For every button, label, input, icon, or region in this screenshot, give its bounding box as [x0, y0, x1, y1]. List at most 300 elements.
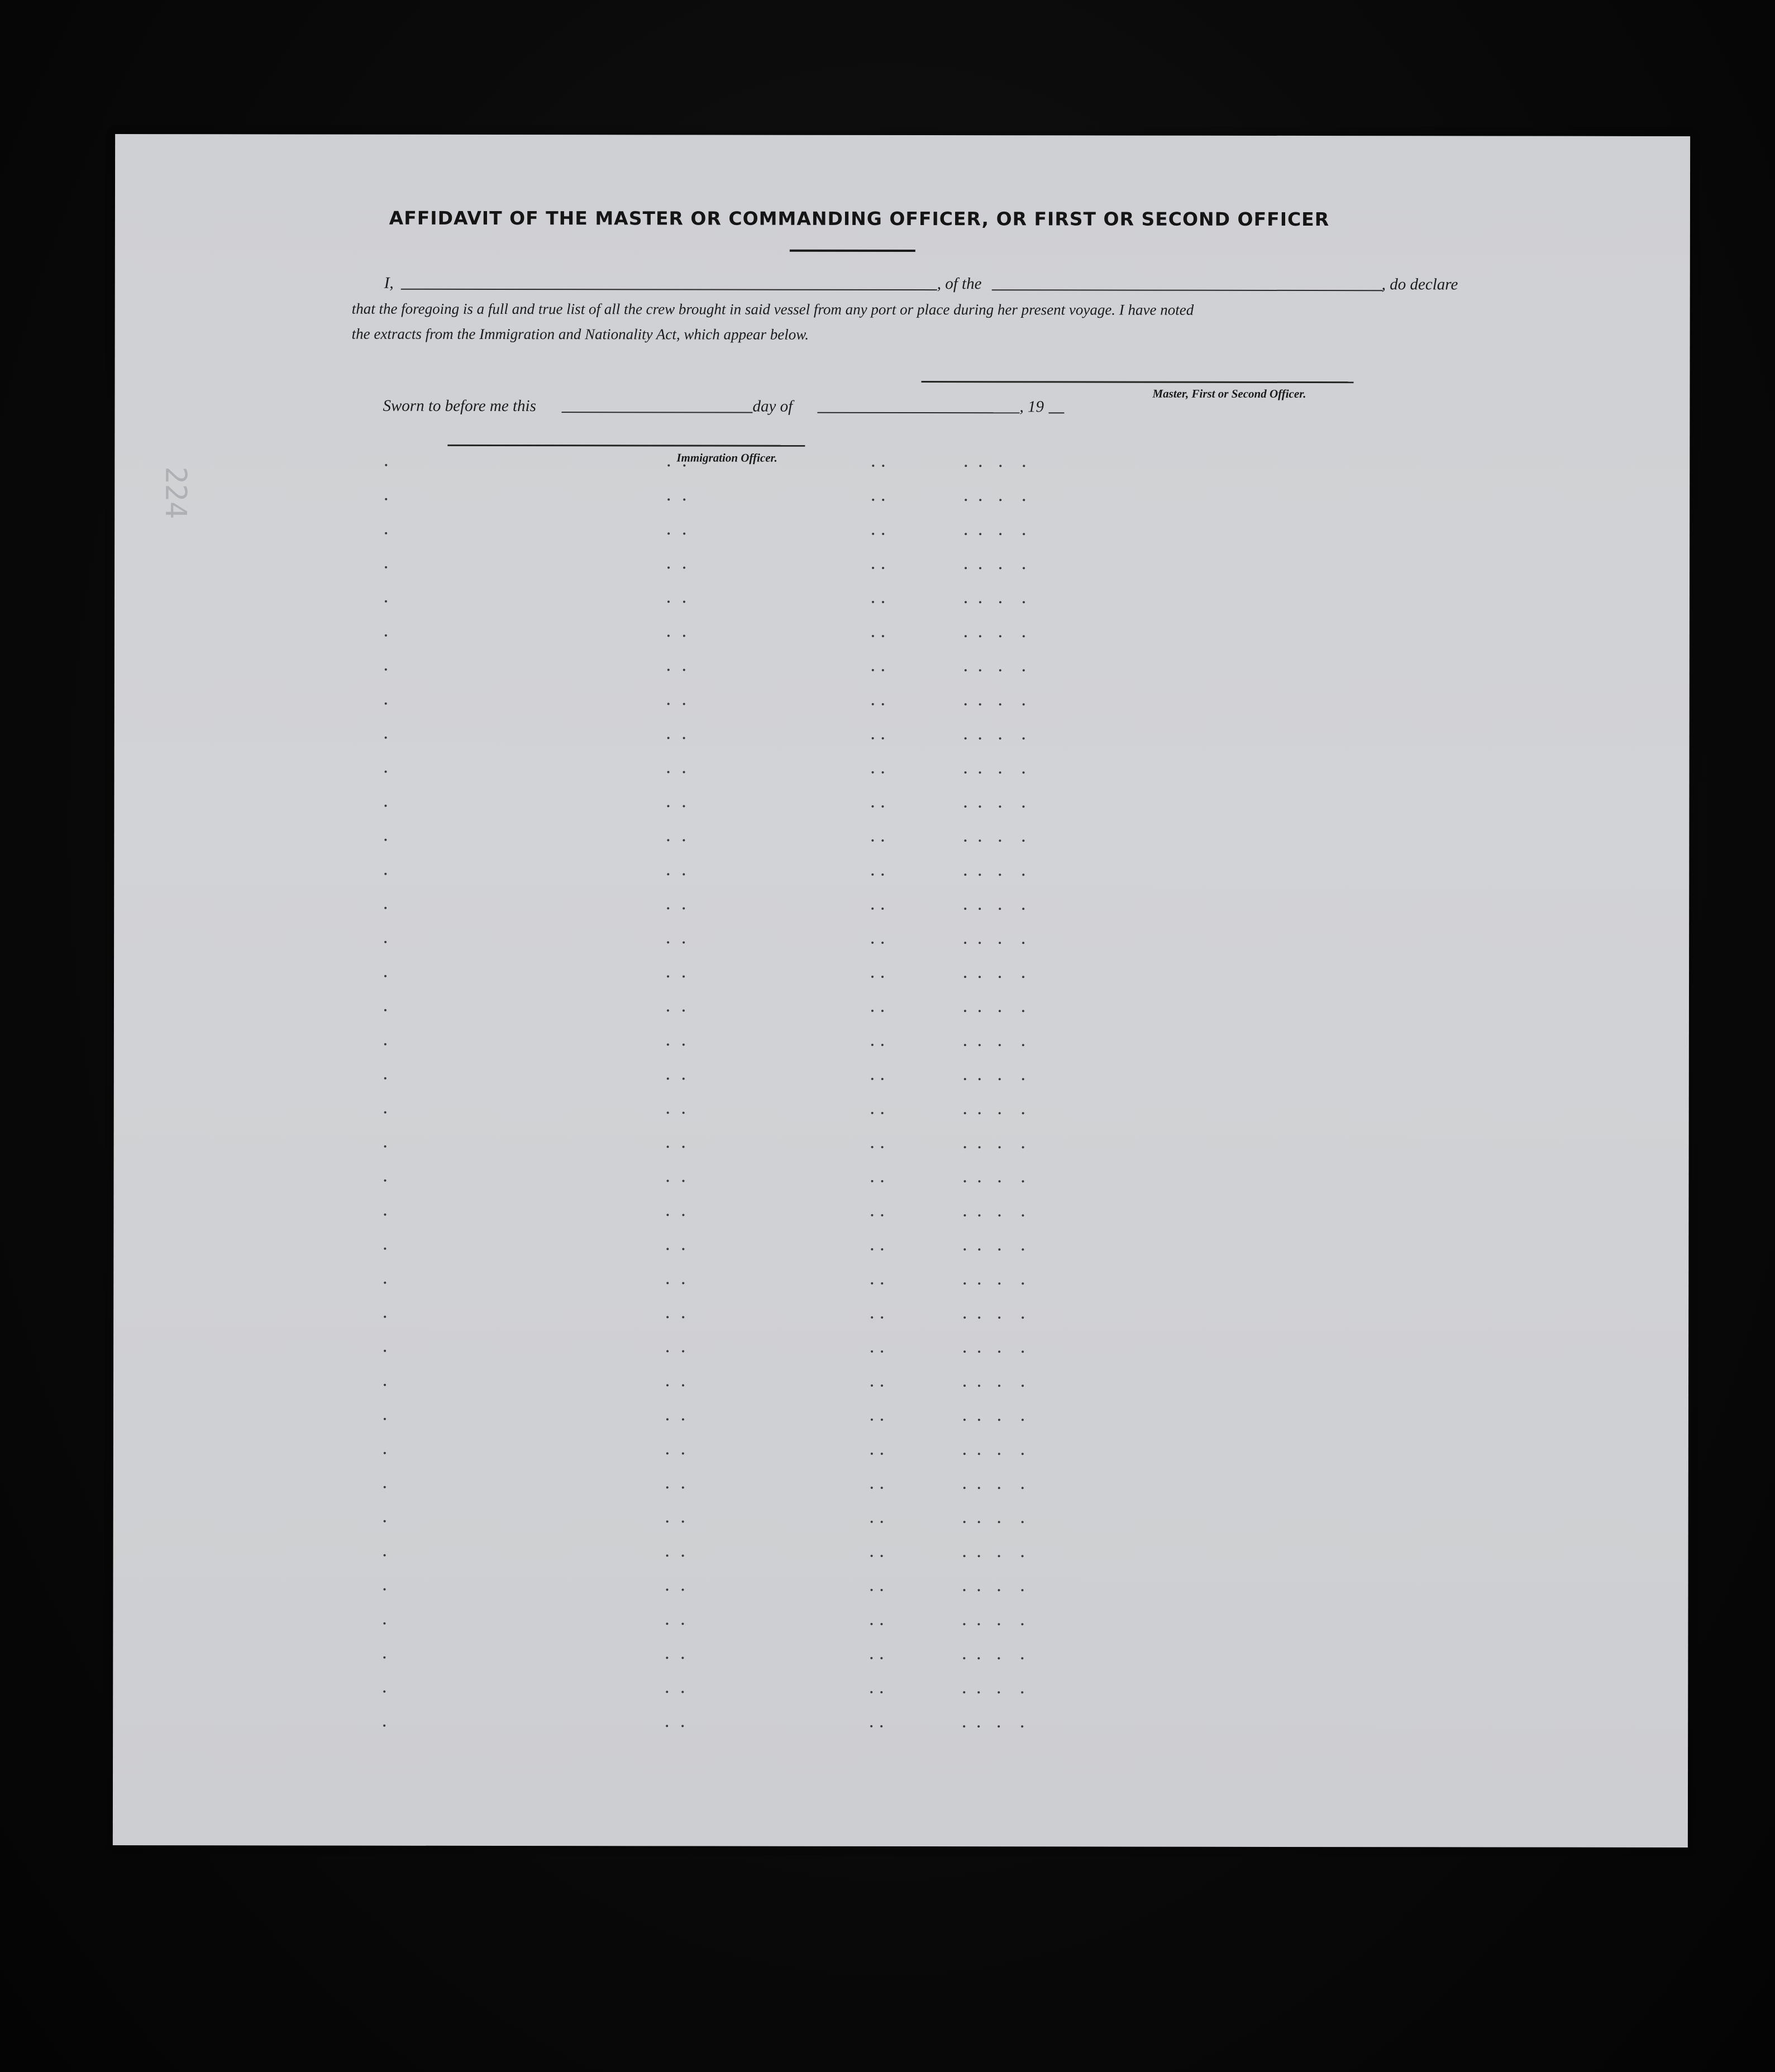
- guide-dot: [384, 975, 387, 977]
- guide-dot: [871, 1350, 873, 1353]
- guide-dot: [963, 1555, 966, 1557]
- guide-dot: [667, 532, 670, 534]
- guide-dot: [964, 1044, 966, 1046]
- declaration-prefix: I,: [384, 274, 394, 292]
- guide-dot: [882, 635, 884, 637]
- guide-dot: [666, 1622, 668, 1625]
- guide-dot: [978, 1248, 980, 1250]
- guide-dot: [666, 1316, 669, 1318]
- guide-dot: [384, 941, 387, 943]
- officer-name-field[interactable]: [401, 289, 937, 290]
- guide-dot: [384, 1486, 386, 1488]
- guide-dot: [384, 1077, 387, 1080]
- guide-dot: [881, 942, 884, 944]
- guide-dot: [871, 908, 874, 910]
- guide-dot: [383, 1656, 385, 1659]
- guide-dot: [964, 1078, 966, 1080]
- guide-dot: [683, 941, 685, 943]
- guide-dot: [384, 1520, 386, 1522]
- guide-dot: [979, 465, 981, 467]
- guide-dot: [681, 1622, 684, 1625]
- guide-dot: [964, 839, 966, 842]
- guide-dot: [1021, 1691, 1023, 1693]
- guide-dot: [872, 771, 874, 774]
- guide-dot: [683, 566, 685, 569]
- guide-dot: [881, 1453, 883, 1455]
- guide-dot: [683, 1145, 685, 1148]
- guide-dot: [998, 1316, 1000, 1319]
- guide-dot: [978, 1384, 980, 1387]
- guide-dot: [999, 1078, 1001, 1080]
- guide-dot: [667, 1145, 669, 1148]
- guide-dot: [979, 737, 981, 739]
- guide-dot: [881, 1282, 883, 1285]
- guide-dot: [667, 1043, 669, 1045]
- guide-dot: [978, 1350, 980, 1353]
- guide-dot: [683, 1111, 685, 1114]
- guide-dot: [385, 634, 387, 637]
- guide-dot: [882, 567, 884, 569]
- guide-dot: [999, 601, 1001, 603]
- guide-dot: [384, 805, 387, 807]
- guide-dot: [682, 1316, 684, 1318]
- guide-dot: [384, 1554, 386, 1557]
- guide-dot: [667, 737, 670, 739]
- guide-dot: [978, 1555, 980, 1557]
- guide-dot: [964, 942, 966, 944]
- guide-dot: [965, 771, 967, 774]
- guide-dot: [1022, 1453, 1024, 1455]
- guide-dot: [683, 839, 685, 841]
- guide-dot: [383, 1725, 385, 1727]
- guide-dot: [979, 839, 981, 842]
- guide-dot: [998, 1487, 1000, 1489]
- guide-dot: [872, 533, 874, 535]
- guide-dot: [871, 1487, 873, 1489]
- guide-dot: [963, 1487, 966, 1489]
- guide-dot: [1022, 1282, 1024, 1285]
- guide-dot: [872, 465, 874, 467]
- immigration-officer-label: Immigration Officer.: [676, 451, 777, 465]
- margin-number: 224: [159, 466, 193, 519]
- guide-dot: [999, 908, 1001, 910]
- guide-dot: [872, 635, 874, 637]
- guide-dot: [999, 499, 1001, 501]
- guide-dot: [979, 805, 981, 808]
- guide-dot: [979, 771, 981, 774]
- guide-dot: [963, 1453, 966, 1455]
- affidavit-page: [113, 134, 1690, 1847]
- guide-dot: [1022, 873, 1024, 876]
- guide-dot: [682, 1350, 684, 1352]
- guide-dot: [682, 1520, 684, 1522]
- guide-dot: [963, 1725, 965, 1727]
- guide-dot: [1021, 1623, 1023, 1625]
- guide-dot: [667, 1077, 669, 1080]
- guide-dot: [999, 771, 1001, 774]
- page-title: AFFIDAVIT OF THE MASTER OR COMMANDING OFFICER, OR FIRST OR SECOND OFFICER: [389, 207, 1330, 231]
- guide-dot: [964, 908, 966, 910]
- guide-dot: [1021, 1589, 1023, 1591]
- guide-dot: [880, 1657, 882, 1659]
- guide-dot: [881, 1487, 883, 1489]
- guide-dot: [963, 1282, 966, 1285]
- sworn-day-field[interactable]: [561, 412, 752, 413]
- guide-dot: [882, 465, 884, 467]
- guide-dot: [870, 1589, 872, 1591]
- guide-dot: [682, 1486, 684, 1488]
- guide-dot: [881, 1521, 883, 1523]
- guide-dot: [681, 1725, 684, 1727]
- guide-dot: [977, 1691, 980, 1693]
- guide-dot: [871, 1419, 873, 1421]
- guide-dot: [683, 464, 685, 466]
- guide-dot: [977, 1725, 980, 1727]
- guide-dot: [666, 1248, 669, 1250]
- guide-dot: [384, 1180, 387, 1182]
- guide-dot: [979, 1180, 981, 1182]
- guide-dot: [881, 1555, 883, 1557]
- guide-dot: [871, 1555, 873, 1557]
- guide-dot: [979, 601, 981, 603]
- guide-dot: [977, 1589, 980, 1591]
- guide-dot: [963, 1657, 965, 1659]
- guide-dot: [881, 908, 884, 910]
- guide-dot: [871, 1453, 873, 1455]
- guide-dot: [999, 805, 1001, 808]
- guide-dot: [979, 908, 981, 910]
- guide-dot: [384, 839, 387, 841]
- guide-dot: [881, 805, 884, 808]
- guide-dot: [880, 1623, 882, 1625]
- guide-dot: [872, 567, 874, 569]
- guide-dot: [998, 1350, 1000, 1353]
- declaration-line-2: that the foregoing is a full and true list of all the crew brought in said vessel from any port or place during her present voyage. I have noted: [351, 300, 1194, 318]
- guide-dot: [1022, 942, 1024, 944]
- guide-dot: [871, 1248, 873, 1250]
- guide-dot: [979, 873, 981, 876]
- guide-dot: [998, 1453, 1000, 1455]
- guide-dot: [384, 1111, 387, 1114]
- guide-dot: [881, 873, 884, 876]
- guide-dot: [1022, 1350, 1024, 1353]
- guide-dot: [881, 1044, 884, 1046]
- guide-dot: [385, 600, 387, 603]
- guide-dot: [667, 703, 670, 705]
- guide-dot: [977, 1623, 980, 1625]
- guide-dot: [1021, 1725, 1023, 1727]
- guide-dot: [385, 771, 387, 773]
- guide-dot: [871, 1316, 873, 1319]
- vessel-name-field[interactable]: [992, 289, 1383, 291]
- guide-dot: [999, 1146, 1001, 1148]
- guide-dot: [667, 464, 670, 466]
- declaration-line-3: the extracts from the Immigration and Nationality Act, which appear below.: [351, 325, 809, 343]
- guide-dot: [999, 465, 1001, 467]
- guide-dot: [963, 1214, 966, 1216]
- guide-dot: [881, 1214, 883, 1216]
- guide-dot: [979, 976, 981, 978]
- guide-dot: [964, 1010, 966, 1012]
- guide-dot: [383, 1588, 385, 1591]
- guide-dot: [683, 771, 685, 773]
- guide-dot: [979, 703, 981, 705]
- guide-dot: [998, 1725, 1000, 1727]
- guide-dot: [1022, 1146, 1024, 1148]
- guide-dot: [1023, 465, 1025, 467]
- guide-dot: [999, 873, 1001, 876]
- guide-dot: [978, 1419, 980, 1421]
- guide-dot: [871, 1010, 874, 1012]
- guide-dot: [871, 1180, 874, 1182]
- guide-dot: [999, 839, 1001, 842]
- guide-dot: [683, 703, 685, 705]
- guide-dot: [666, 1691, 668, 1693]
- guide-dot: [1022, 976, 1024, 978]
- guide-dot: [683, 975, 685, 977]
- guide-dot: [683, 498, 685, 500]
- guide-dot: [963, 1316, 966, 1319]
- guide-dot: [964, 1112, 966, 1114]
- guide-dot: [666, 1725, 668, 1727]
- guide-dot: [999, 703, 1001, 705]
- guide-dot: [999, 1010, 1001, 1012]
- guide-dot: [1022, 1010, 1024, 1012]
- guide-dot: [667, 600, 670, 603]
- guide-dot: [683, 532, 685, 534]
- guide-dot: [963, 1419, 966, 1421]
- guide-dot: [1023, 635, 1025, 637]
- guide-dot: [871, 1282, 873, 1285]
- guide-dot: [881, 1350, 883, 1353]
- declaration-do-declare: , do declare: [1381, 275, 1458, 294]
- guide-dot: [965, 533, 967, 535]
- guide-dot: [964, 976, 966, 978]
- guide-dot: [683, 907, 685, 909]
- guide-dot: [683, 669, 685, 671]
- guide-dot: [880, 1691, 882, 1693]
- guide-dot: [979, 635, 981, 637]
- guide-dot: [383, 1622, 385, 1625]
- guide-dot: [998, 1419, 1000, 1421]
- guide-dot: [998, 1214, 1000, 1216]
- guide-dot: [667, 1111, 669, 1114]
- guide-dot: [667, 839, 669, 841]
- guide-dot: [683, 1077, 685, 1080]
- guide-dot: [978, 1453, 980, 1455]
- guide-dot: [871, 1384, 873, 1387]
- guide-dot: [1022, 839, 1024, 842]
- guide-dot: [963, 1623, 965, 1625]
- guide-dot: [880, 1725, 882, 1727]
- guide-dot: [667, 1009, 669, 1011]
- guide-dot: [682, 1418, 684, 1420]
- sworn-year-prefix: , 19: [1019, 398, 1044, 416]
- guide-dot: [965, 737, 967, 739]
- guide-dot: [1022, 1487, 1024, 1489]
- master-signature-line[interactable]: [922, 381, 1354, 383]
- guide-dot: [978, 1214, 980, 1216]
- guide-dot: [978, 1282, 980, 1285]
- guide-dot: [979, 533, 981, 535]
- guide-dot: [666, 1214, 669, 1216]
- guide-dot: [999, 1180, 1001, 1182]
- guide-dot: [998, 1555, 1000, 1557]
- guide-dot: [683, 805, 685, 807]
- guide-dot: [384, 907, 387, 909]
- guide-dot: [881, 1316, 883, 1319]
- guide-dot: [978, 1487, 980, 1489]
- guide-dot: [683, 634, 685, 637]
- guide-dot: [871, 1112, 874, 1114]
- guide-dot: [385, 464, 387, 466]
- guide-dot: [666, 1520, 669, 1522]
- guide-dot: [1023, 669, 1025, 671]
- guide-dot: [871, 805, 874, 808]
- guide-dot: [667, 566, 670, 569]
- sworn-year-field[interactable]: [1048, 412, 1064, 413]
- guide-dot: [882, 499, 884, 501]
- guide-dot: [384, 1009, 387, 1011]
- guide-dot: [882, 533, 884, 535]
- guide-dot: [1023, 499, 1025, 501]
- guide-dot: [1022, 1214, 1024, 1216]
- guide-dot: [384, 1452, 386, 1454]
- guide-dot: [882, 737, 884, 739]
- dotted-column-guides: [115, 134, 1690, 136]
- guide-dot: [681, 1588, 684, 1591]
- guide-dot: [1022, 1521, 1024, 1523]
- guide-dot: [385, 498, 387, 500]
- guide-dot: [881, 976, 884, 978]
- guide-dot: [870, 1657, 872, 1659]
- guide-dot: [881, 1180, 884, 1182]
- guide-dot: [681, 1656, 684, 1659]
- guide-dot: [666, 1486, 669, 1488]
- guide-dot: [667, 498, 670, 500]
- guide-dot: [999, 976, 1001, 978]
- guide-dot: [871, 1146, 874, 1148]
- guide-dot: [871, 1214, 873, 1216]
- guide-dot: [964, 805, 966, 808]
- guide-dot: [998, 1384, 1000, 1387]
- guide-dot: [667, 771, 670, 773]
- guide-dot: [667, 669, 670, 671]
- guide-dot: [872, 703, 874, 705]
- guide-dot: [385, 566, 387, 569]
- guide-dot: [384, 1418, 386, 1420]
- guide-dot: [385, 737, 387, 739]
- guide-dot: [683, 600, 685, 603]
- guide-dot: [683, 873, 685, 875]
- sworn-day-of: day of: [752, 397, 793, 416]
- guide-dot: [999, 1112, 1001, 1114]
- guide-dot: [998, 1521, 1000, 1523]
- guide-dot: [666, 1418, 669, 1420]
- guide-dot: [667, 805, 669, 807]
- guide-dot: [998, 1282, 1000, 1285]
- guide-dot: [870, 1623, 872, 1625]
- title-underline: [790, 250, 915, 252]
- guide-dot: [1023, 737, 1025, 739]
- guide-dot: [682, 1384, 684, 1386]
- guide-dot: [682, 1248, 684, 1250]
- guide-dot: [384, 1214, 386, 1216]
- guide-dot: [1021, 1657, 1023, 1659]
- guide-dot: [965, 635, 967, 637]
- declaration-of-the: , of the: [937, 275, 982, 293]
- guide-dot: [979, 1112, 981, 1114]
- guide-dot: [1022, 1112, 1024, 1114]
- guide-dot: [963, 1521, 966, 1523]
- immigration-officer-signature-line[interactable]: [447, 445, 805, 447]
- guide-dot: [999, 669, 1001, 671]
- guide-dot: [977, 1657, 980, 1659]
- guide-dot: [979, 1078, 981, 1080]
- guide-dot: [964, 1180, 966, 1182]
- guide-dot: [1023, 567, 1025, 569]
- guide-dot: [1023, 771, 1025, 774]
- guide-dot: [979, 669, 981, 671]
- guide-dot: [872, 499, 874, 501]
- guide-dot: [964, 873, 966, 876]
- sworn-month-field[interactable]: [817, 412, 1019, 414]
- guide-dot: [963, 1350, 966, 1353]
- guide-dot: [384, 873, 387, 875]
- guide-dot: [872, 601, 874, 603]
- guide-dot: [979, 942, 981, 944]
- guide-dot: [385, 532, 387, 534]
- guide-dot: [871, 839, 874, 842]
- guide-dot: [384, 1248, 386, 1250]
- guide-dot: [1022, 1248, 1024, 1250]
- guide-dot: [881, 1146, 884, 1148]
- guide-dot: [882, 771, 884, 774]
- guide-dot: [683, 1043, 685, 1045]
- guide-dot: [881, 839, 884, 842]
- guide-dot: [998, 1657, 1000, 1659]
- guide-dot: [998, 1623, 1000, 1625]
- guide-dot: [384, 1145, 387, 1148]
- guide-dot: [1023, 703, 1025, 705]
- guide-dot: [385, 669, 387, 671]
- guide-dot: [965, 465, 967, 467]
- guide-dot: [667, 1180, 669, 1182]
- guide-dot: [384, 1350, 386, 1352]
- guide-dot: [1022, 1555, 1024, 1557]
- guide-dot: [384, 1043, 387, 1045]
- guide-dot: [872, 669, 874, 671]
- guide-dot: [965, 499, 967, 501]
- guide-dot: [1022, 805, 1024, 808]
- guide-dot: [384, 1316, 386, 1318]
- guide-dot: [999, 635, 1001, 637]
- guide-dot: [682, 1214, 684, 1216]
- guide-dot: [871, 873, 874, 876]
- guide-dot: [978, 1521, 980, 1523]
- guide-dot: [1023, 533, 1025, 535]
- guide-dot: [882, 703, 884, 705]
- guide-dot: [666, 1656, 668, 1659]
- guide-dot: [963, 1691, 965, 1693]
- guide-dot: [978, 1316, 980, 1319]
- guide-dot: [881, 1419, 883, 1421]
- guide-dot: [1022, 1180, 1024, 1182]
- guide-dot: [683, 737, 685, 739]
- guide-dot: [1022, 1384, 1024, 1387]
- guide-dot: [682, 1452, 684, 1454]
- guide-dot: [999, 737, 1001, 739]
